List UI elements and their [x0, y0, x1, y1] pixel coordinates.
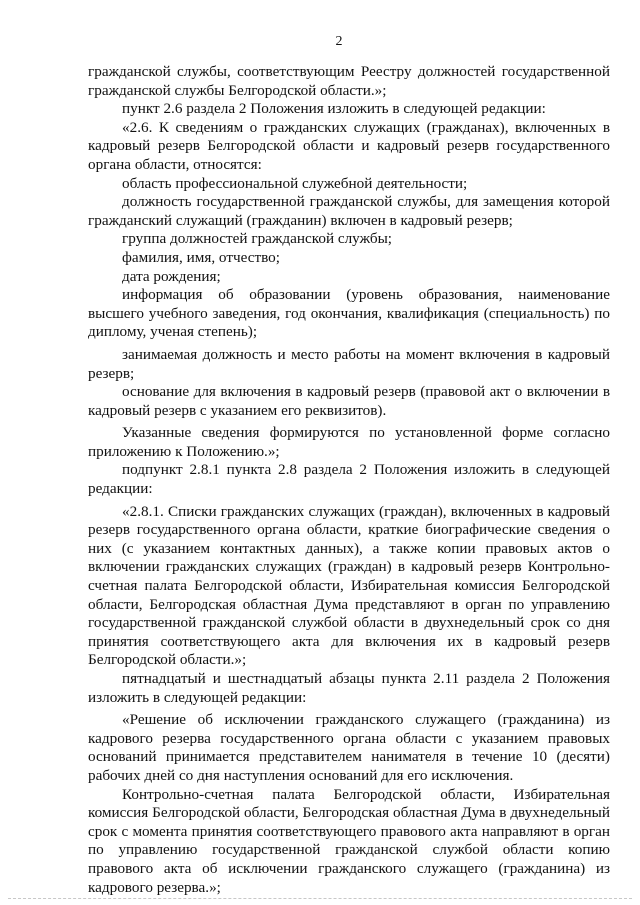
document-body — [88, 63, 610, 897]
paragraph: занимаемая должность и место работы на момент включения в кадровый резерв; — [88, 345, 610, 382]
paragraph: «2.6. К сведениям о гражданских служащих (гражданах), включенных в кадровый резерв Белгородской области и кадровый резерв государственного органа области, относятся: — [88, 118, 610, 173]
paragraph: группа должностей гражданской службы; — [122, 230, 393, 248]
paragraph: подпункт 2.8.1 пункта 2.8 раздела 2 Положения изложить в следующей редакции: — [88, 461, 610, 498]
paragraph: фамилия, имя, отчество; — [122, 248, 280, 266]
paragraph: «2.8.1. Списки гражданских служащих (граждан), включенных в кадровый резерв государственного органа области, краткие биографические сведения о них (с указанием контактных данных), а также копии правовых актов о включении гражданских служащих (граждан) в кадровый резерв Контрольно-счетная палата Белгородской области, Избирательная комиссия Белгородской области, Белгородская областная Дума представляют в орган по управлению государственной гражданской службой области в двухнедельный срок со дня принятия соответствующего акта для включения их в кадровый резерв Белгородской области.»; — [88, 502, 610, 669]
paragraph: дата рождения; — [122, 267, 221, 285]
paragraph: «Решение об исключении гражданского служащего (гражданина) из кадрового резерва государственного органа области с указанием правовых оснований принимается представителем нанимателя в течение 10 (десяти) рабочих дней со дня наступления оснований для его исключения. — [88, 711, 610, 784]
scan-edge-divider — [8, 898, 632, 899]
page-number: 2 — [335, 34, 343, 49]
paragraph: пункт 2.6 раздела 2 Положения изложить в следующей редакции: — [122, 100, 546, 118]
paragraph: область профессиональной служебной деятельности; — [122, 174, 468, 192]
paragraph: основание для включения в кадровый резерв (правовой акт о включении в кадровый резерв с указанием его реквизитов). — [88, 383, 610, 419]
paragraph: пятнадцатый и шестнадцатый абзацы пункта 2.11 раздела 2 Положения изложить в следующей редакции: — [88, 670, 610, 706]
paragraph: Контрольно-счетная палата Белгородской области, Избирательная комиссия Белгородской области, Белгородская областная Дума в двухнедельный срок с момента принятия соответствующего правового акта направляют в орган по управлению государственной гражданской службой области копию правового акта об исключении гражданского служащего (гражданина) из кадрового резерва.»; — [88, 785, 610, 896]
paragraph: Указанные сведения формируются по установленной форме согласно приложению к Положению.»; — [88, 424, 610, 460]
paragraph-continuation: гражданской службы, соответствующим Реестру должностей государственной гражданской службы Белгородской области.»; — [88, 63, 610, 99]
paragraph: информация об образовании (уровень образования, наименование высшего учебного заведения, год окончания, квалификация (специальность) по диплому, ученая степень); — [88, 286, 610, 341]
paragraph: должность государственной гражданской службы, для замещения которой гражданский служащий (гражданин) включен в кадровый резерв; — [88, 193, 610, 229]
